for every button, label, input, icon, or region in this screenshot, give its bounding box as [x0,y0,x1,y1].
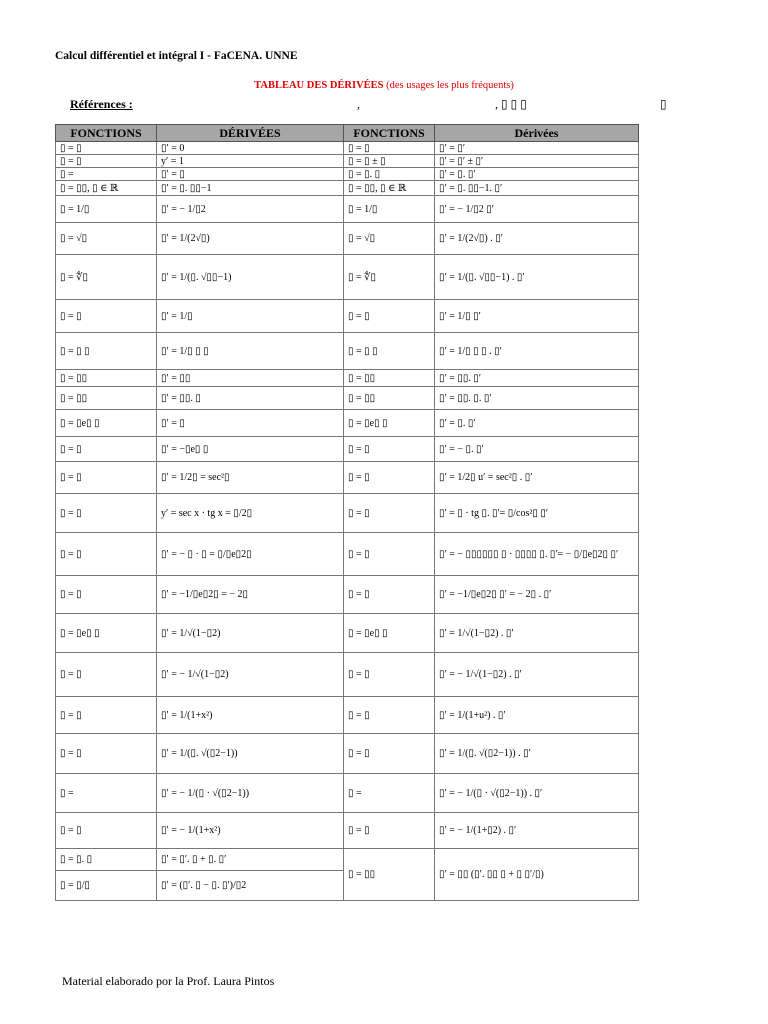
function-cell: ▯ = ▯ [56,653,157,697]
derivative-cell: ▯′ = 1/√(1−▯2) [157,614,344,653]
derivative-cell: ▯′ = ▯▯ (▯′. ▯▯ ▯ + ▯ ▯′/▯) [435,849,639,901]
function-cell: ▯ = ∜▯ [344,255,435,300]
function-cell: ▯ = ▯ [344,813,435,849]
derivative-cell: ▯′ = ▯′. ▯ + ▯. ▯′ [157,849,344,871]
function-cell: ▯ = ▯ ± ▯ [344,155,435,168]
function-cell: ▯ = ▯ [56,813,157,849]
table-row [56,387,639,410]
function-cell: ▯ = ▯ [56,462,157,494]
derivative-cell: ▯′ = 1/▯ ▯ ▯ [157,333,344,370]
table-header-row [56,125,639,142]
document-footer: Material elaborado por la Prof. Laura Pintos [62,974,275,988]
function-cell: ▯ = ▯ [56,155,157,168]
function-cell: ▯ = ▯ [344,576,435,614]
function-cell: ▯ = ▯e▯ ▯ [344,614,435,653]
derivative-cell: ▯′ = ▯ [157,168,344,181]
function-cell: ▯ = ▯ [56,437,157,462]
function-cell: ▯ = ▯ [56,533,157,576]
function-cell: ▯ = ∜▯ [56,255,157,300]
function-cell: ▯ = ▯e▯ ▯ [344,410,435,437]
table-row [56,774,639,813]
function-cell: ▯ = ▯ [344,734,435,774]
function-cell: ▯ = ▯▯, ▯ ∈ ℝ [56,181,157,196]
derivative-cell: ▯′ = ▯. ▯▯−1 [157,181,344,196]
function-cell: ▯ = 1/▯ [344,196,435,223]
header-derivatives-1: DÉRIVÉES [157,125,344,142]
function-cell: ▯ = ▯ [344,697,435,734]
function-cell: ▯ = ▯ [56,142,157,155]
derivative-cell: ▯′ = 1/√(1−▯2) . ▯′ [435,614,639,653]
derivative-cell: ▯′ = 1/(1+u²) . ▯′ [435,697,639,734]
function-cell: ▯ = [56,168,157,181]
table-row [56,168,639,181]
table-row [56,653,639,697]
function-cell: ▯ = ▯▯ [56,387,157,410]
derivative-cell: ▯′ = − 1/▯2 ▯′ [435,196,639,223]
table-row [56,462,639,494]
table-row [56,155,639,168]
derivative-cell: ▯′ = − 1/(▯ · √(▯2−1)) . ▯′ [435,774,639,813]
function-cell: ▯ = ▯. ▯ [56,849,157,871]
derivative-cell: ▯′ = ▯▯ [157,370,344,387]
derivative-cell: ▯′ = ▯▯. ▯′ [435,370,639,387]
function-cell: ▯ = [344,774,435,813]
derivative-cell: ▯′ = 1/▯ ▯′ [435,300,639,333]
derivative-cell: ▯′ = − 1/(1+▯2) . ▯′ [435,813,639,849]
function-cell: ▯ = ▯ [344,437,435,462]
function-cell: ▯ = ▯ [56,734,157,774]
table-row [56,697,639,734]
derivative-cell: ▯′ = ▯′ [435,142,639,155]
derivatives-table [55,124,639,901]
table-row [56,300,639,333]
derivative-cell: ▯′ = ▯. ▯′ [435,410,639,437]
function-cell: ▯ = ▯ ▯ [56,333,157,370]
derivative-cell: ▯′ = 1/(▯. √(▯2−1)) [157,734,344,774]
derivative-cell: ▯′ = 1/(▯. √▯▯−1) [157,255,344,300]
derivative-cell: y′ = 1 [157,155,344,168]
derivative-cell: ▯′ = 1/(▯. √▯▯−1) . ▯′ [435,255,639,300]
function-cell: ▯ = ▯e▯ ▯ [56,410,157,437]
function-cell: ▯ = ▯e▯ ▯ [56,614,157,653]
derivative-cell: ▯′ = ▯′ ± ▯′ [435,155,639,168]
function-cell: ▯ = ▯ [344,462,435,494]
references-label: Références : [70,97,133,111]
function-cell: ▯ = ▯/▯ [56,871,157,901]
table-row [56,370,639,387]
function-cell: ▯ = √▯ [344,223,435,255]
function-cell: ▯ = ▯ [56,576,157,614]
function-cell: ▯ = ▯ [344,653,435,697]
derivative-cell: ▯′ = 0 [157,142,344,155]
derivative-cell: ▯′ = 1/2▯ = sec²▯ [157,462,344,494]
table-row [56,576,639,614]
function-cell: ▯ = ▯▯ [344,370,435,387]
function-cell: ▯ = ▯▯ [344,849,435,901]
derivative-cell: ▯′ = ▯ [157,410,344,437]
derivative-cell: ▯′ = 1/(2√▯) [157,223,344,255]
derivative-cell: ▯′ = −▯e▯ ▯ [157,437,344,462]
header-derivatives-2: Dérivées [435,125,639,142]
table-row [56,734,639,774]
function-cell: ▯ = ▯▯ [56,370,157,387]
function-cell: ▯ = ▯▯, ▯ ∈ ℝ [344,181,435,196]
derivative-cell: ▯′ = 1/▯ ▯ ▯ . ▯′ [435,333,639,370]
references-line [70,97,690,112]
reference-4: ▯ [660,97,667,111]
table-row [56,437,639,462]
derivative-cell: ▯′ = − ▯. ▯′ [435,437,639,462]
table-row [56,333,639,370]
title-main: TABLEAU DES DÉRIVÉES [254,80,384,91]
derivative-cell: ▯′ = − 1/(1+x²) [157,813,344,849]
derivative-cell: ▯′ = 1/(▯. √(▯2−1)) . ▯′ [435,734,639,774]
title-sub: (des usages les plus fréquents) [386,80,514,91]
function-cell: ▯ = ▯▯ [344,387,435,410]
document-title [0,80,768,91]
function-cell: ▯ = ▯ [56,494,157,533]
derivative-cell: ▯′ = − 1/▯2 [157,196,344,223]
table-body [56,142,639,901]
derivative-cell: ▯′ = −1/▯e▯2▯ = − 2▯ [157,576,344,614]
function-cell: ▯ = ▯ [344,533,435,576]
function-cell: ▯ = √▯ [56,223,157,255]
derivative-cell: ▯′ = − 1/√(1−▯2) . ▯′ [435,653,639,697]
derivative-cell: ▯′ = ▯▯. ▯. ▯′ [435,387,639,410]
function-cell: ▯ = 1/▯ [56,196,157,223]
derivative-cell: ▯′ = − 1/√(1−▯2) [157,653,344,697]
table-row [56,533,639,576]
table-row [56,142,639,155]
derivative-cell: ▯′ = 1/(2√▯) . ▯′ [435,223,639,255]
derivative-cell: ▯′ = 1/▯ [157,300,344,333]
derivative-cell: ▯′ = ▯. ▯▯−1. ▯′ [435,181,639,196]
table-row [56,196,639,223]
derivative-cell: ▯′ = (▯′. ▯ − ▯. ▯′)/▯2 [157,871,344,901]
table-row [56,255,639,300]
document-header: Calcul différentiel et intégral I - FaCENA. UNNE [55,50,298,62]
table-row [56,849,639,871]
function-cell: ▯ = ▯ ▯ [344,333,435,370]
function-cell: ▯ = ▯. ▯ [344,168,435,181]
derivative-cell: ▯′ = − ▯▯▯▯▯▯ ▯ · ▯▯▯▯ ▯. ▯′= − ▯/▯e▯2▯ ▯′ [435,533,639,576]
header-functions-1: FONCTIONS [56,125,157,142]
function-cell: ▯ = ▯ [344,494,435,533]
function-cell: ▯ = [56,774,157,813]
table-row [56,614,639,653]
derivative-cell: ▯′ = ▯ · tg ▯. ▯′= ▯/cos²▯ ▯′ [435,494,639,533]
function-cell: ▯ = ▯ [56,300,157,333]
reference-2: , [357,97,360,111]
derivative-cell: ▯′ = ▯. ▯′ [435,168,639,181]
table-row [56,494,639,533]
derivative-cell: ▯′ = − ▯ · ▯ = ▯/▯e▯2▯ [157,533,344,576]
derivative-cell: ▯′ = 1/(1+x²) [157,697,344,734]
function-cell: ▯ = ▯ [344,300,435,333]
table-row [56,223,639,255]
reference-3: , ▯ ▯ ▯ [495,97,527,111]
derivative-cell: ▯′ = − 1/(▯ · √(▯2−1)) [157,774,344,813]
derivative-cell: y′ = sec x · tg x = ▯/2▯ [157,494,344,533]
header-functions-2: FONCTIONS [344,125,435,142]
derivative-cell: ▯′ = −1/▯e▯2▯ ▯′ = − 2▯ . ▯′ [435,576,639,614]
table-row [56,181,639,196]
function-cell: ▯ = ▯ [56,697,157,734]
table-row [56,813,639,849]
derivative-cell: ▯′ = 1/2▯ u′ = sec²▯ . ▯′ [435,462,639,494]
function-cell: ▯ = ▯ [344,142,435,155]
derivative-cell: ▯′ = ▯▯. ▯ [157,387,344,410]
table-row [56,410,639,437]
